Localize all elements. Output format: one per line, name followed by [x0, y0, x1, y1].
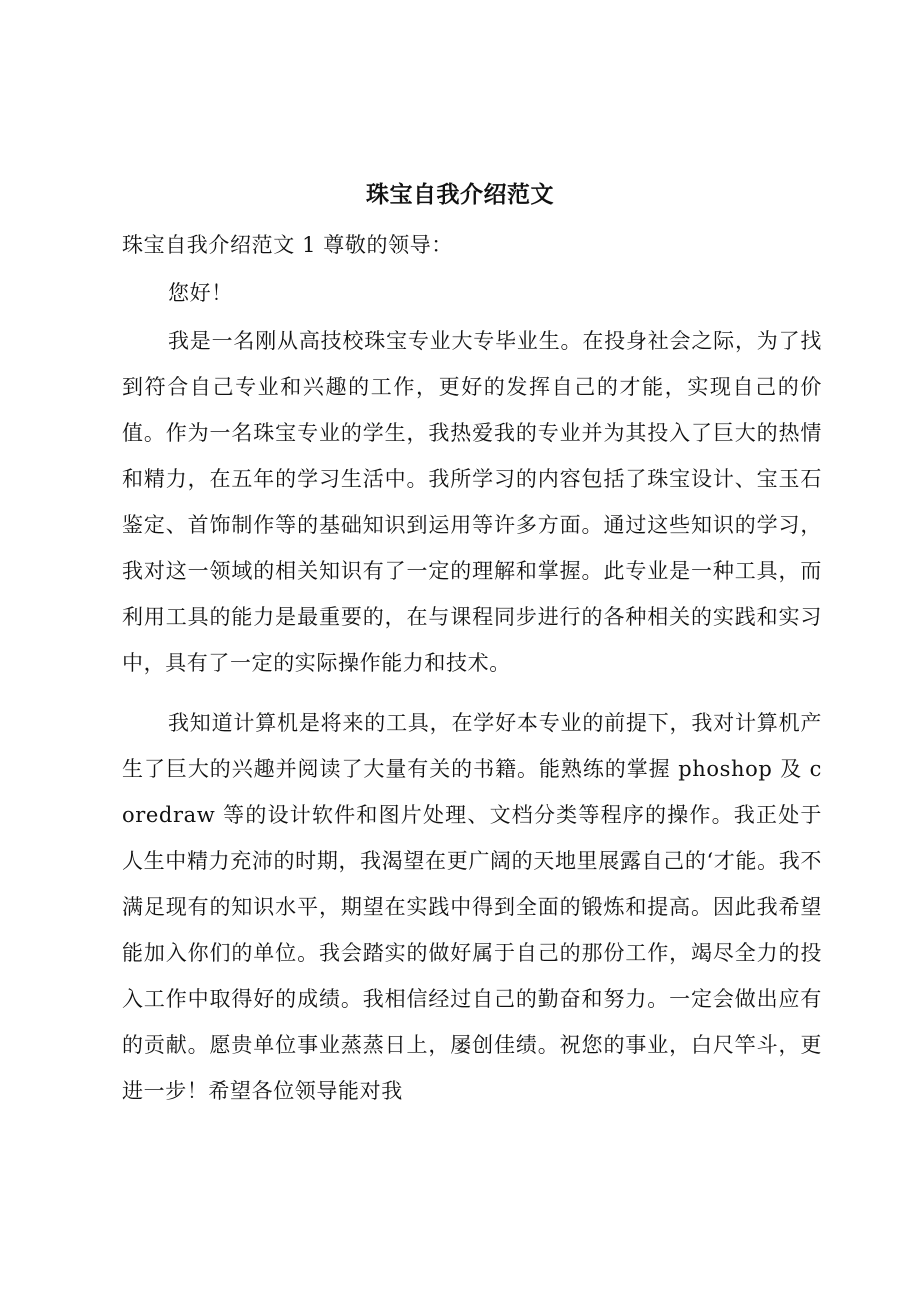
salutation-line: 珠宝自我介绍范文 1 尊敬的领导： — [122, 233, 453, 257]
body-paragraph-1: 我是一名刚从高技校珠宝专业大专毕业生。在投身社会之际，为了找到符合自己专业和兴趣的工作，更好的发挥自己的才能，实现自己的价值。作为一名珠宝专业的学生，我热爱我的专业并为其投入了巨大的热情和精力，在五年的学习生活中。我所学习的内容包括了珠宝设计、宝玉石鉴定、首饰制作等的基础知识到运用等许多方面。通过这些知识的学习，我对这一领域的相关知识有了一定的理解和掌握。此专业是一种工具，而利用工具的能力是最重要的，在与课程同步进行的各种相关的实践和实习中，具有了一定的实际操作能力和技术。 — [122, 329, 822, 675]
greeting-paragraph: 您好！ — [168, 281, 233, 305]
body-paragraph-2: 我知道计算机是将来的工具，在学好本专业的前提下，我对计算机产生了巨大的兴趣并阅读了大量有关的书籍。能熟练的掌握 phoshop 及 coredraw 等的设计软件和图片处理、文档分类等程序的操作。我正处于人生中精力充沛的时期，我渴望在更广阔的天地里展露自己的‘才能。我不满足现有的知识水平，期望在实践中得到全面的锻炼和提高。因此我希望能加入你们的单位。我会踏实的做好属于自己的那份工作，竭尽全力的投入工作中取得好的成绩。我相信经过自己的勤奋和努力。一定会做出应有的贡献。愿贵单位事业蒸蒸日上，屡创佳绩。祝您的事业，白尺竿斗，更进一步！希望各位领导能对我 — [122, 711, 822, 1103]
document-title: 珠宝自我介绍范文 — [366, 182, 554, 208]
